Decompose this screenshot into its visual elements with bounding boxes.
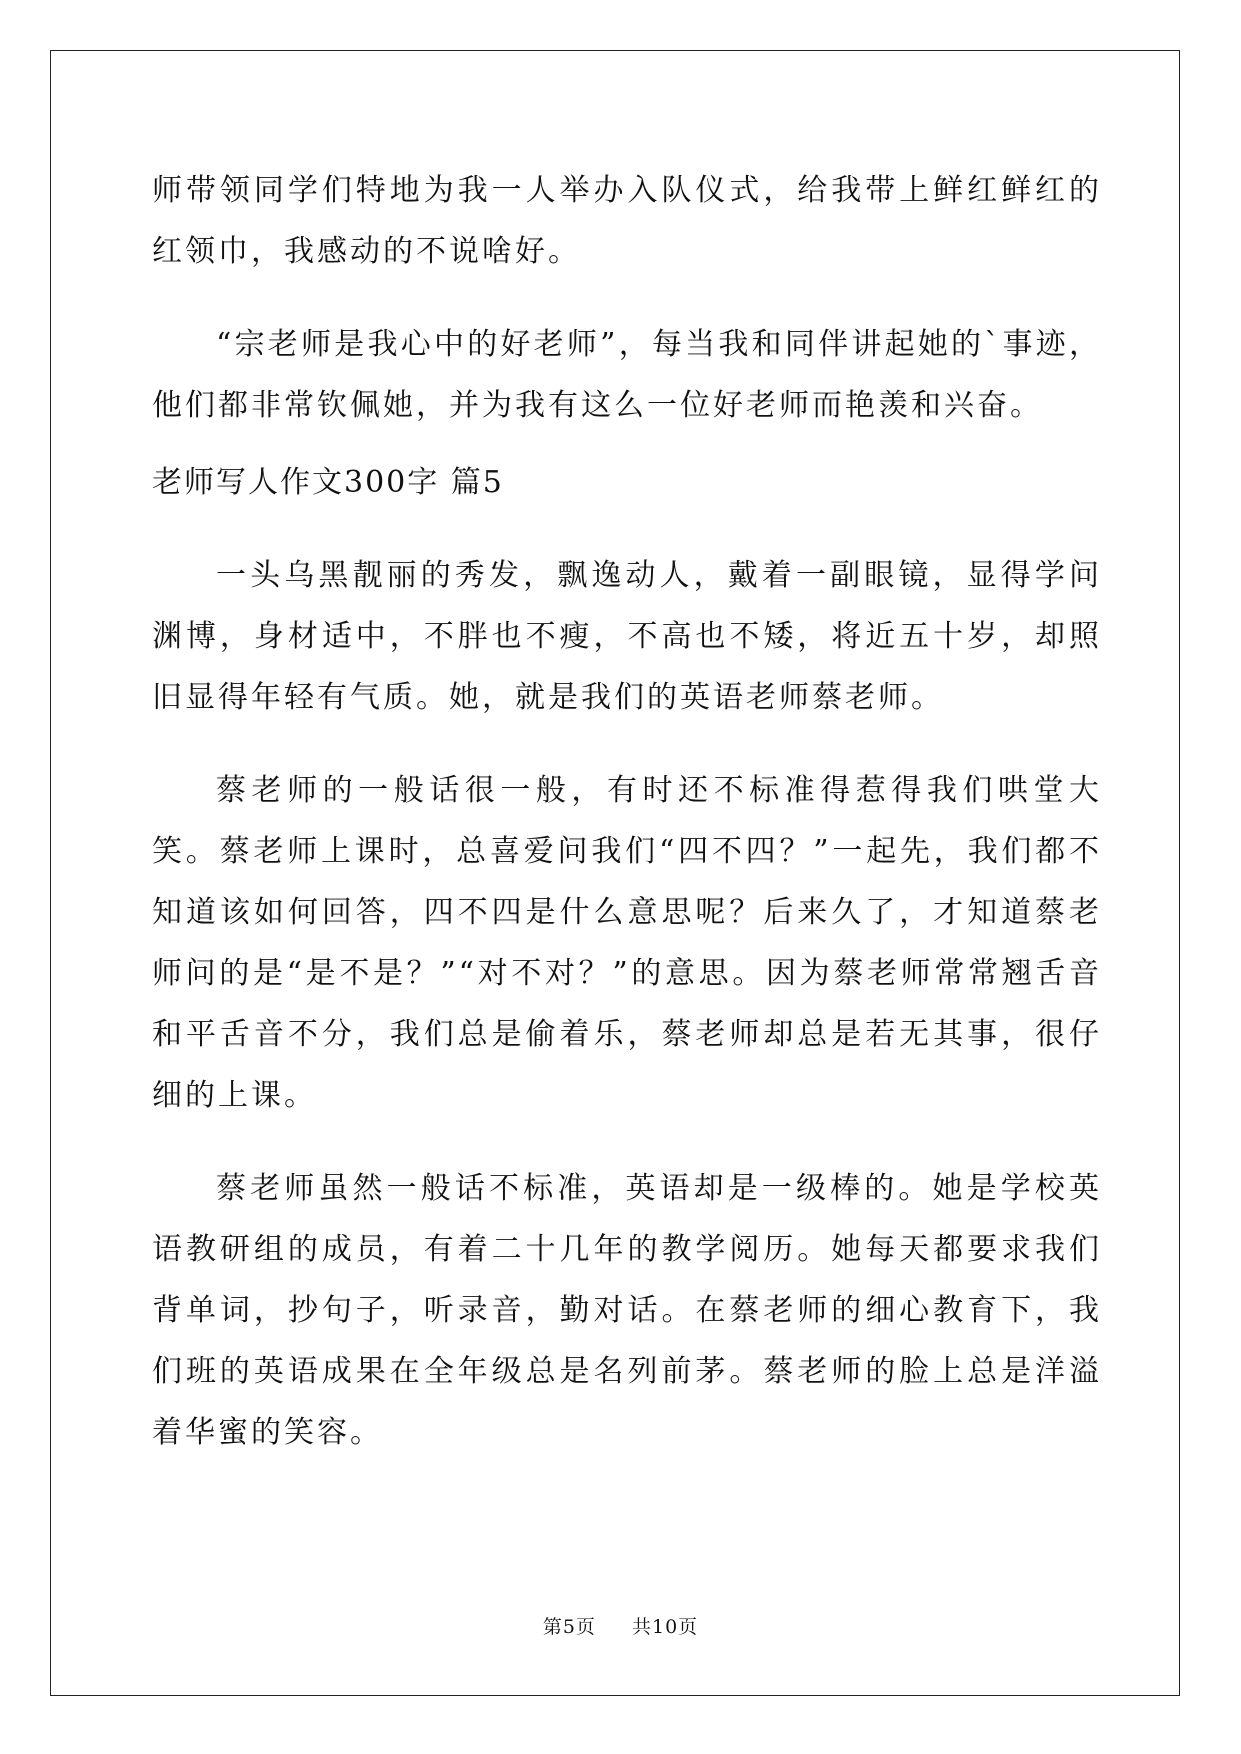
page-number: 第5页: [542, 1616, 596, 1638]
paragraph-description: 一头乌黑靓丽的秀发，飘逸动人，戴着一副眼镜，显得学问渊博，身材适中，不胖也不瘦，不高也不矮，将近五十岁，却照旧显得年轻有气质。她，就是我们的英语老师蔡老师。: [152, 558, 1102, 715]
page-footer: [0, 1612, 1241, 1639]
paragraph-continued: 师带领同学们特地为我一人举办入队仪式，给我带上鲜红鲜红的红领巾，我感动的不说啥好。: [152, 173, 1102, 269]
page-total: 共10页: [632, 1616, 699, 1638]
paragraph-quote: “宗老师是我心中的好老师”，每当我和同伴讲起她的`事迹，他们都非常钦佩她，并为我有这么一位好老师而艳羡和兴奋。: [152, 327, 1102, 423]
paragraph-english: 蔡老师虽然一般话不标准，英语却是一级棒的。她是学校英语教研组的成员，有着二十几年的教学阅历。她每天都要求我们背单词，抄句子，听录音，勤对话。在蔡老师的细心教育下，我们班的英语成果在全年级总是名列前茅。蔡老师的脸上总是洋溢着华蜜的笑容。: [152, 1171, 1102, 1450]
document-body: [152, 160, 1102, 1463]
section-heading: 老师写人作文300字 篇5: [152, 465, 504, 500]
paragraph-mandarin: 蔡老师的一般话很一般，有时还不标准得惹得我们哄堂大笑。蔡老师上课时，总喜爱问我们“四不四？”一起先，我们都不知道该如何回答，四不四是什么意思呢？后来久了，才知道蔡老师问的是“是不是？”“对不对？”的意思。因为蔡老师常常翘舌音和平舌音不分，我们总是偷着乐，蔡老师却总是若无其事，很仔细的上课。: [152, 773, 1102, 1113]
